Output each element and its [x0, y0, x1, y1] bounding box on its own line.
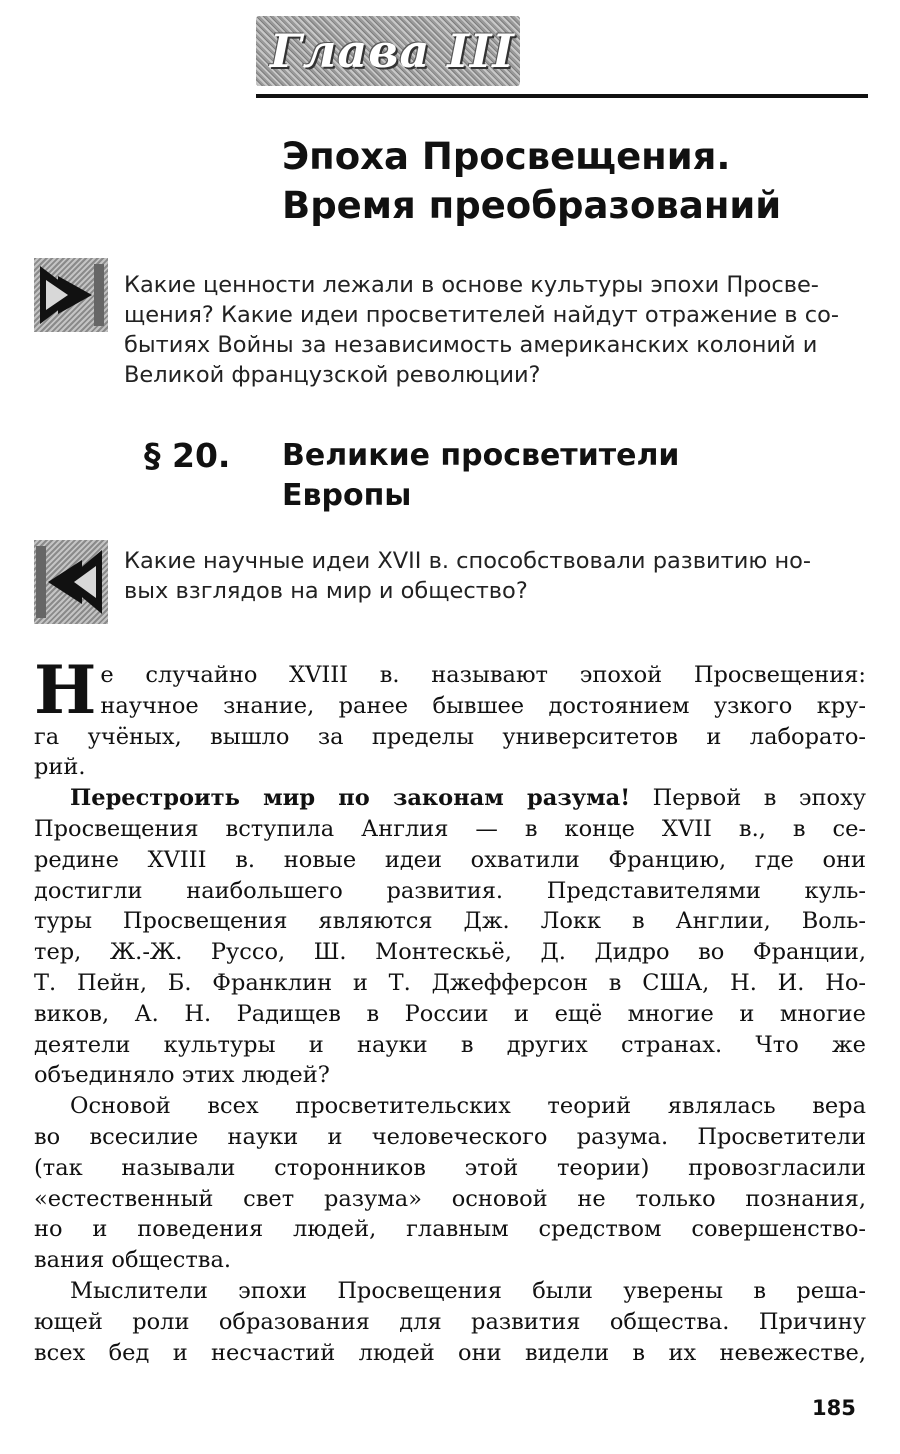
- chapter-label: Глава III: [270, 24, 515, 78]
- text-line: Просвещения вступила Англия — в конце XVII в., в се-: [34, 815, 866, 842]
- chapter-title-line: Эпоха Просвещения.: [282, 135, 731, 178]
- chapter-title-line: Время преобразований: [282, 184, 782, 227]
- section-title: [282, 436, 679, 516]
- text-line: Мыслители эпохи Просвещения были уверены в реша-: [70, 1277, 866, 1304]
- section-number: § 20.: [144, 436, 231, 475]
- text-line: туры Просвещения являются Дж. Локк в Англии, Воль-: [34, 908, 866, 935]
- paragraph: [34, 651, 866, 783]
- text-line: достигли наибольшего развития. Представителями куль-: [34, 877, 866, 904]
- text-line: е случайно XVIII в. называют эпохой Просвещения:: [100, 662, 866, 688]
- rewind-arrow-icon: [34, 540, 108, 624]
- text-line: редине XVIII в. новые идеи охватили Францию, где они: [34, 846, 866, 873]
- chapter-badge: [256, 16, 520, 86]
- paragraph: [34, 783, 866, 1091]
- section-title-line: Великие просветители: [282, 438, 680, 473]
- text-line: Т. Пейн, Б. Франклин и Т. Джефферсон в США, Н. И. Но-: [34, 969, 866, 996]
- question-line: Великой французской революции?: [124, 362, 541, 388]
- page-number: 185: [812, 1396, 856, 1420]
- text-line: всех бед и несчастий людей они видели в их невежестве,: [34, 1339, 866, 1366]
- forward-arrow-icon: [34, 258, 108, 332]
- text-line: объединяло этих людей?: [34, 1062, 330, 1089]
- chapter-title: [282, 132, 882, 230]
- question-line: бытиях Войны за независимость американских колоний и: [124, 332, 818, 358]
- text-line: виков, А. Н. Радищев в России и ещё многие и многие: [34, 1000, 866, 1027]
- question-line: щения? Какие идеи просветителей найдут отражение в со-: [124, 302, 839, 328]
- text-line: ющей роли образования для развития общества. Причину: [34, 1308, 866, 1335]
- text-run: Первой в эпоху: [630, 785, 867, 812]
- text-line: деятели культуры и науки в других странах. Что же: [34, 1031, 866, 1058]
- text-line: вания общества.: [34, 1247, 232, 1274]
- question-line: Какие научные идеи XVII в. способствовали развитию но-: [124, 548, 812, 574]
- text-line: но и поведения людей, главным средством совершенство-: [34, 1216, 866, 1243]
- chapter-rule: [256, 94, 868, 98]
- text-line: научное знание, ранее бывшее достоянием узкого кру-: [100, 692, 866, 719]
- text-line: [34, 783, 866, 814]
- text-line: Основой всех просветительских теорий являлась вера: [70, 1093, 866, 1120]
- question-line: Какие ценности лежали в основе культуры эпохи Просве-: [124, 272, 819, 298]
- question-line: вых взглядов на мир и общество?: [124, 578, 528, 604]
- text-line: во всесилие науки и человеческого разума. Просветители: [34, 1123, 866, 1150]
- text-line: «естественный свет разума» основой не только познания,: [34, 1185, 866, 1212]
- body-text: [34, 651, 867, 1368]
- recall-question-text: [124, 546, 866, 606]
- text-line: га учёных, вышло за пределы университетов и лаборато-: [34, 723, 866, 750]
- text-line: рий.: [34, 754, 86, 781]
- drop-cap: Н: [34, 651, 97, 729]
- paragraph: [34, 1091, 866, 1276]
- intro-question-text: [124, 270, 866, 390]
- bold-lead: Перестроить мир по законам разума!: [70, 785, 631, 812]
- paragraph: [34, 1276, 866, 1368]
- section-title-line: Европы: [282, 478, 412, 513]
- text-line: (так называли сторонников этой теории) провозгласили: [34, 1154, 866, 1181]
- chapter-header: [256, 16, 868, 96]
- text-line: тер, Ж.-Ж. Руссо, Ш. Монтескьё, Д. Дидро во Франции,: [34, 939, 866, 966]
